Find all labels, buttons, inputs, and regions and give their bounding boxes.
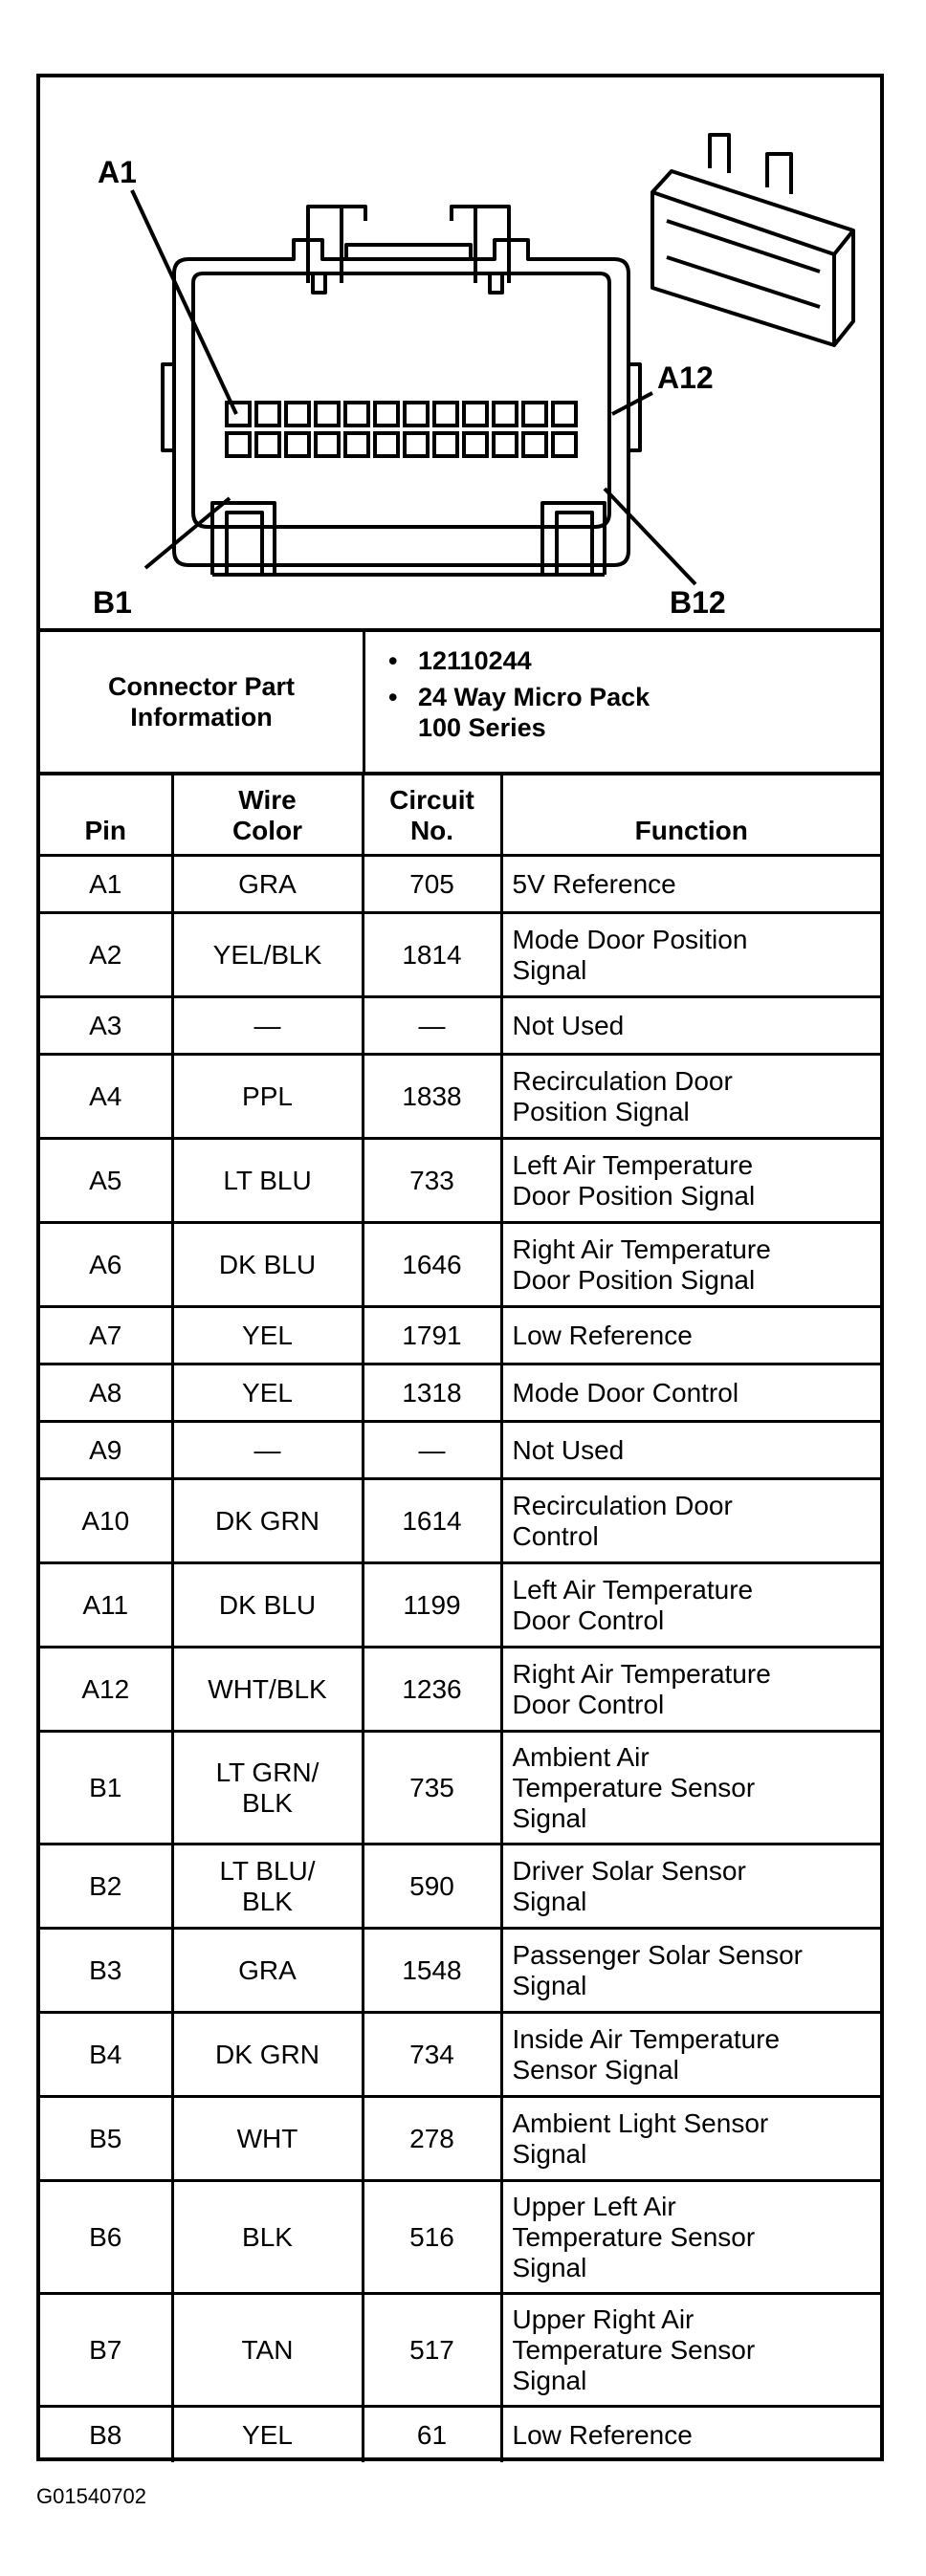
pin-cell: B7 — [40, 2294, 172, 2407]
function-cell: Low Reference — [501, 1307, 880, 1364]
wire-color-cell: — — [172, 997, 363, 1055]
pin-cavity — [464, 433, 487, 456]
pin-cell: B5 — [40, 2097, 172, 2181]
wire-color-cell: GRA — [172, 856, 363, 913]
pin-cavity — [286, 403, 309, 426]
description-item — [365, 682, 880, 743]
pin-cavity — [375, 433, 398, 456]
pin-cell: A1 — [40, 856, 172, 913]
circuit-no-cell: 278 — [363, 2097, 501, 2181]
pin-cell: A11 — [40, 1563, 172, 1648]
table-row — [40, 1055, 880, 1139]
wire-color-cell: YEL/BLK — [172, 913, 363, 997]
pin-cavity — [405, 433, 428, 456]
pin-cell: B3 — [40, 1929, 172, 2013]
wire-color-cell: LT BLU — [172, 1139, 363, 1223]
pin-cavity — [227, 433, 250, 456]
pin-cell: A2 — [40, 913, 172, 997]
function-cell: Not Used — [501, 1422, 880, 1479]
function-cell: Upper Left Air Temperature Sensor Signal — [501, 2181, 880, 2294]
pin-cavity — [523, 433, 546, 456]
pin-cell: B6 — [40, 2181, 172, 2294]
table-row — [40, 2181, 880, 2294]
pin-cavity — [464, 403, 487, 426]
label-a12: A12 — [657, 360, 714, 395]
label-a1: A1 — [98, 155, 137, 189]
circuit-no-cell: 705 — [363, 856, 501, 913]
pin-cavity — [227, 403, 250, 426]
function-cell: Ambient Air Temperature Sensor Signal — [501, 1732, 880, 1845]
connector-info-label — [40, 632, 365, 772]
table-row — [40, 856, 880, 913]
pin-cavity — [256, 433, 279, 456]
pin-cavity — [434, 403, 457, 426]
wire-color-cell: PPL — [172, 1055, 363, 1139]
function-cell: Left Air Temperature Door Position Signal — [501, 1139, 880, 1223]
pin-cell: A4 — [40, 1055, 172, 1139]
circuit-no-cell: 1236 — [363, 1648, 501, 1732]
table-row — [40, 1307, 880, 1364]
wire-color-cell: WHT/BLK — [172, 1648, 363, 1732]
header-wire-color: Wire Color — [172, 775, 363, 856]
wire-color-cell: DK BLU — [172, 1563, 363, 1648]
connector-drawing — [40, 77, 880, 628]
circuit-no-cell: 735 — [363, 1732, 501, 1845]
table-row — [40, 1223, 880, 1307]
circuit-no-cell: 734 — [363, 2013, 501, 2097]
function-cell: Recirculation Door Position Signal — [501, 1055, 880, 1139]
table-row — [40, 1479, 880, 1563]
table-row — [40, 1648, 880, 1732]
table-row — [40, 1364, 880, 1422]
pin-cell: A8 — [40, 1364, 172, 1422]
circuit-no-cell: 1318 — [363, 1364, 501, 1422]
connector-info-label-line2: Information — [130, 703, 273, 731]
label-b1: B1 — [93, 585, 132, 620]
table-row — [40, 2294, 880, 2407]
table-row — [40, 913, 880, 997]
function-cell: Not Used — [501, 997, 880, 1055]
pin-cavity — [286, 433, 309, 456]
wire-color-cell: GRA — [172, 1929, 363, 2013]
pin-cell: A6 — [40, 1223, 172, 1307]
pin-cell: A9 — [40, 1422, 172, 1479]
circuit-no-cell: — — [363, 997, 501, 1055]
wire-color-cell: YEL — [172, 1307, 363, 1364]
circuit-no-cell: 733 — [363, 1139, 501, 1223]
table-row — [40, 2013, 880, 2097]
pin-cell: A7 — [40, 1307, 172, 1364]
table-row — [40, 1732, 880, 1845]
pin-cavity — [494, 403, 517, 426]
connector-diagram — [40, 77, 880, 632]
pin-cavity — [494, 433, 517, 456]
wire-color-cell: — — [172, 1422, 363, 1479]
pin-cell: A5 — [40, 1139, 172, 1223]
table-row — [40, 1929, 880, 2013]
circuit-no-cell: 1614 — [363, 1479, 501, 1563]
pin-cavity — [256, 403, 279, 426]
part-number: 12110244 — [418, 646, 532, 675]
wire-color-cell: TAN — [172, 2294, 363, 2407]
pin-cavity — [345, 403, 368, 426]
function-cell: Left Air Temperature Door Control — [501, 1563, 880, 1648]
header-circuit-no: Circuit No. — [363, 775, 501, 856]
wire-color-cell: BLK — [172, 2181, 363, 2294]
function-cell: Upper Right Air Temperature Sensor Signal — [501, 2294, 880, 2407]
pin-cavity — [405, 403, 428, 426]
function-cell: Driver Solar Sensor Signal — [501, 1845, 880, 1929]
circuit-no-cell: 1199 — [363, 1563, 501, 1648]
function-cell: Recirculation Door Control — [501, 1479, 880, 1563]
function-cell: Right Air Temperature Door Position Signal — [501, 1223, 880, 1307]
wire-color-cell: LT GRN/ BLK — [172, 1732, 363, 1845]
function-cell: Mode Door Position Signal — [501, 913, 880, 997]
pin-cavity — [316, 403, 339, 426]
pin-cell: B8 — [40, 2407, 172, 2463]
function-cell: 5V Reference — [501, 856, 880, 913]
bullet-icon: • — [388, 646, 398, 675]
pin-cell: B1 — [40, 1732, 172, 1845]
table-row — [40, 2407, 880, 2463]
table-row — [40, 1139, 880, 1223]
pin-cavity — [553, 403, 576, 426]
wire-color-cell: YEL — [172, 1364, 363, 1422]
pin-cell: B4 — [40, 2013, 172, 2097]
pin-cavity — [316, 433, 339, 456]
connector-document — [36, 74, 884, 2461]
connector-part-information — [40, 632, 880, 775]
connector-info-details — [365, 645, 880, 743]
function-cell: Right Air Temperature Door Control — [501, 1648, 880, 1732]
pin-cavity — [345, 433, 368, 456]
circuit-no-cell: 516 — [363, 2181, 501, 2294]
circuit-no-cell: 517 — [363, 2294, 501, 2407]
function-cell: Inside Air Temperature Sensor Signal — [501, 2013, 880, 2097]
pin-cavity — [553, 433, 576, 456]
wire-color-cell: DK GRN — [172, 1479, 363, 1563]
pin-cavity — [523, 403, 546, 426]
function-cell: Ambient Light Sensor Signal — [501, 2097, 880, 2181]
table-row — [40, 1845, 880, 1929]
figure-id: G01540702 — [36, 2484, 146, 2508]
circuit-no-cell: 61 — [363, 2407, 501, 2463]
circuit-no-cell: 590 — [363, 1845, 501, 1929]
pin-cell: B2 — [40, 1845, 172, 1929]
description-line2: 100 Series — [418, 713, 546, 742]
pinout-table — [40, 775, 880, 2462]
header-pin: Pin — [40, 775, 172, 856]
table-row — [40, 1563, 880, 1648]
function-cell: Low Reference — [501, 2407, 880, 2463]
circuit-no-cell: 1814 — [363, 913, 501, 997]
description-line1: 24 Way Micro Pack — [418, 683, 650, 711]
part-number-item — [365, 645, 880, 676]
header-function: Function — [501, 775, 880, 856]
wire-color-cell: WHT — [172, 2097, 363, 2181]
circuit-no-cell: — — [363, 1422, 501, 1479]
pin-cavity — [434, 433, 457, 456]
pin-cavity — [375, 403, 398, 426]
function-cell: Passenger Solar Sensor Signal — [501, 1929, 880, 2013]
circuit-no-cell: 1838 — [363, 1055, 501, 1139]
circuit-no-cell: 1548 — [363, 1929, 501, 2013]
wire-color-cell: DK BLU — [172, 1223, 363, 1307]
pin-cell: A3 — [40, 997, 172, 1055]
table-row — [40, 2097, 880, 2181]
function-cell: Mode Door Control — [501, 1364, 880, 1422]
pin-cell: A10 — [40, 1479, 172, 1563]
wire-color-cell: LT BLU/ BLK — [172, 1845, 363, 1929]
table-row — [40, 1422, 880, 1479]
circuit-no-cell: 1791 — [363, 1307, 501, 1364]
bullet-icon: • — [388, 683, 398, 711]
circuit-no-cell: 1646 — [363, 1223, 501, 1307]
wire-color-cell: YEL — [172, 2407, 363, 2463]
table-header-row — [40, 775, 880, 856]
wire-color-cell: DK GRN — [172, 2013, 363, 2097]
connector-info-label-line1: Connector Part — [107, 672, 296, 701]
pin-cell: A12 — [40, 1648, 172, 1732]
label-b12: B12 — [670, 585, 726, 620]
table-row — [40, 997, 880, 1055]
